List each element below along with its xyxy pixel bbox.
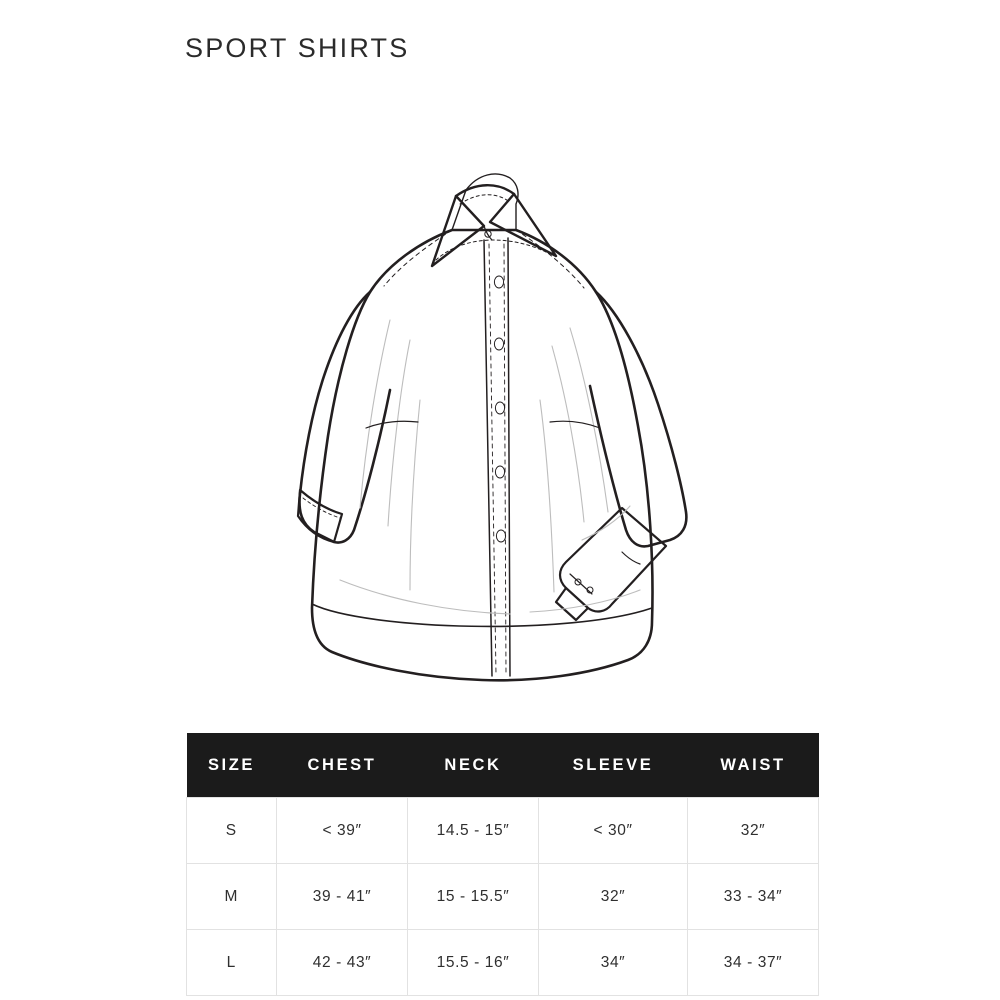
shirt-illustration: [270, 160, 730, 720]
column-header-size: SIZE: [187, 733, 277, 798]
cell-size: M: [187, 864, 277, 930]
table-row: [187, 864, 819, 930]
cell-sleeve: 34″: [539, 930, 688, 996]
cell-chest: 39 - 41″: [277, 864, 408, 930]
cell-neck: 14.5 - 15″: [408, 798, 539, 864]
cell-chest: < 39″: [277, 798, 408, 864]
cell-sleeve: < 30″: [539, 798, 688, 864]
cell-waist: 33 - 34″: [688, 864, 819, 930]
table-header-row: [187, 733, 819, 798]
page-title: SPORT SHIRTS: [185, 33, 410, 63]
size-chart-table: [186, 733, 819, 996]
cell-waist: 34 - 37″: [688, 930, 819, 996]
cell-neck: 15.5 - 16″: [408, 930, 539, 996]
cell-sleeve: 32″: [539, 864, 688, 930]
column-header-waist: WAIST: [688, 733, 819, 798]
cell-size: L: [187, 930, 277, 996]
table-row: [187, 798, 819, 864]
column-header-sleeve: SLEEVE: [539, 733, 688, 798]
cell-chest: 42 - 43″: [277, 930, 408, 996]
column-header-chest: CHEST: [277, 733, 408, 798]
table-row: [187, 930, 819, 996]
cell-waist: 32″: [688, 798, 819, 864]
column-header-neck: NECK: [408, 733, 539, 798]
cell-size: S: [187, 798, 277, 864]
cell-neck: 15 - 15.5″: [408, 864, 539, 930]
